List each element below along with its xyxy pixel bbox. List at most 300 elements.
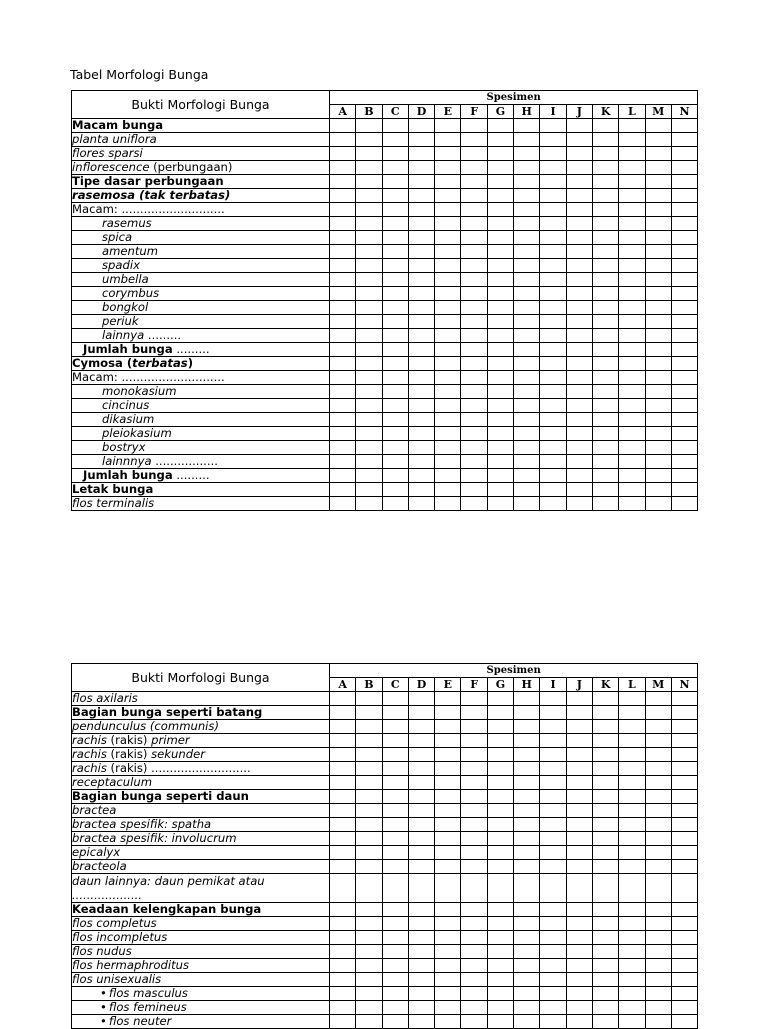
specimen-cell-i[interactable] (540, 287, 566, 301)
specimen-cell-n[interactable] (671, 1001, 697, 1015)
specimen-cell-m[interactable] (645, 287, 671, 301)
specimen-cell-m[interactable] (645, 959, 671, 973)
specimen-cell-k[interactable] (592, 133, 618, 147)
specimen-cell-a[interactable] (330, 175, 356, 189)
specimen-cell-k[interactable] (592, 790, 618, 804)
specimen-cell-n[interactable] (671, 329, 697, 343)
specimen-cell-h[interactable] (514, 720, 540, 734)
specimen-cell-e[interactable] (435, 483, 461, 497)
specimen-cell-e[interactable] (435, 945, 461, 959)
specimen-cell-n[interactable] (671, 776, 697, 790)
specimen-cell-l[interactable] (619, 385, 645, 399)
specimen-cell-l[interactable] (619, 455, 645, 469)
specimen-cell-m[interactable] (645, 1015, 671, 1029)
specimen-cell-j[interactable] (566, 874, 592, 903)
specimen-cell-j[interactable] (566, 455, 592, 469)
specimen-cell-b[interactable] (356, 931, 382, 945)
specimen-cell-a[interactable] (330, 945, 356, 959)
specimen-cell-e[interactable] (435, 273, 461, 287)
specimen-cell-e[interactable] (435, 790, 461, 804)
specimen-cell-m[interactable] (645, 343, 671, 357)
specimen-cell-i[interactable] (540, 917, 566, 931)
specimen-cell-h[interactable] (514, 846, 540, 860)
specimen-cell-c[interactable] (382, 483, 408, 497)
specimen-cell-m[interactable] (645, 119, 671, 133)
specimen-cell-a[interactable] (330, 259, 356, 273)
specimen-cell-b[interactable] (356, 231, 382, 245)
specimen-cell-h[interactable] (514, 931, 540, 945)
specimen-cell-g[interactable] (487, 427, 513, 441)
specimen-cell-f[interactable] (461, 343, 487, 357)
specimen-cell-d[interactable] (408, 497, 434, 511)
specimen-cell-b[interactable] (356, 734, 382, 748)
specimen-cell-c[interactable] (382, 469, 408, 483)
specimen-cell-g[interactable] (487, 818, 513, 832)
specimen-cell-e[interactable] (435, 692, 461, 706)
specimen-cell-a[interactable] (330, 959, 356, 973)
specimen-cell-d[interactable] (408, 189, 434, 203)
specimen-cell-c[interactable] (382, 959, 408, 973)
specimen-cell-e[interactable] (435, 441, 461, 455)
specimen-cell-j[interactable] (566, 497, 592, 511)
specimen-cell-i[interactable] (540, 973, 566, 987)
specimen-cell-k[interactable] (592, 399, 618, 413)
specimen-cell-f[interactable] (461, 1001, 487, 1015)
specimen-cell-f[interactable] (461, 706, 487, 720)
specimen-cell-n[interactable] (671, 804, 697, 818)
specimen-cell-c[interactable] (382, 804, 408, 818)
specimen-cell-n[interactable] (671, 133, 697, 147)
specimen-cell-e[interactable] (435, 804, 461, 818)
specimen-cell-k[interactable] (592, 706, 618, 720)
specimen-cell-a[interactable] (330, 903, 356, 917)
specimen-cell-l[interactable] (619, 776, 645, 790)
specimen-cell-a[interactable] (330, 399, 356, 413)
specimen-cell-k[interactable] (592, 692, 618, 706)
specimen-cell-a[interactable] (330, 790, 356, 804)
specimen-cell-i[interactable] (540, 119, 566, 133)
specimen-cell-l[interactable] (619, 343, 645, 357)
specimen-cell-h[interactable] (514, 427, 540, 441)
specimen-cell-d[interactable] (408, 973, 434, 987)
specimen-cell-i[interactable] (540, 357, 566, 371)
specimen-cell-l[interactable] (619, 720, 645, 734)
specimen-cell-a[interactable] (330, 692, 356, 706)
specimen-cell-g[interactable] (487, 413, 513, 427)
specimen-cell-i[interactable] (540, 427, 566, 441)
specimen-cell-n[interactable] (671, 217, 697, 231)
specimen-cell-g[interactable] (487, 245, 513, 259)
specimen-cell-d[interactable] (408, 832, 434, 846)
specimen-cell-a[interactable] (330, 413, 356, 427)
specimen-cell-h[interactable] (514, 413, 540, 427)
specimen-cell-n[interactable] (671, 832, 697, 846)
specimen-cell-j[interactable] (566, 399, 592, 413)
specimen-cell-f[interactable] (461, 860, 487, 874)
specimen-cell-l[interactable] (619, 175, 645, 189)
specimen-cell-g[interactable] (487, 973, 513, 987)
specimen-cell-h[interactable] (514, 245, 540, 259)
specimen-cell-c[interactable] (382, 706, 408, 720)
specimen-cell-g[interactable] (487, 945, 513, 959)
specimen-cell-d[interactable] (408, 748, 434, 762)
specimen-cell-m[interactable] (645, 189, 671, 203)
specimen-cell-d[interactable] (408, 945, 434, 959)
specimen-cell-d[interactable] (408, 133, 434, 147)
specimen-cell-c[interactable] (382, 133, 408, 147)
specimen-cell-g[interactable] (487, 959, 513, 973)
specimen-cell-g[interactable] (487, 161, 513, 175)
specimen-cell-e[interactable] (435, 706, 461, 720)
specimen-cell-m[interactable] (645, 720, 671, 734)
specimen-cell-f[interactable] (461, 315, 487, 329)
specimen-cell-f[interactable] (461, 734, 487, 748)
specimen-cell-a[interactable] (330, 371, 356, 385)
specimen-cell-g[interactable] (487, 133, 513, 147)
specimen-cell-g[interactable] (487, 931, 513, 945)
specimen-cell-l[interactable] (619, 301, 645, 315)
specimen-cell-e[interactable] (435, 217, 461, 231)
specimen-cell-l[interactable] (619, 231, 645, 245)
specimen-cell-a[interactable] (330, 1015, 356, 1029)
specimen-cell-d[interactable] (408, 329, 434, 343)
specimen-cell-k[interactable] (592, 483, 618, 497)
specimen-cell-d[interactable] (408, 357, 434, 371)
specimen-cell-m[interactable] (645, 1001, 671, 1015)
specimen-cell-a[interactable] (330, 776, 356, 790)
specimen-cell-b[interactable] (356, 987, 382, 1001)
specimen-cell-n[interactable] (671, 245, 697, 259)
specimen-cell-e[interactable] (435, 931, 461, 945)
specimen-cell-e[interactable] (435, 874, 461, 903)
specimen-cell-l[interactable] (619, 329, 645, 343)
specimen-cell-n[interactable] (671, 903, 697, 917)
specimen-cell-k[interactable] (592, 357, 618, 371)
specimen-cell-d[interactable] (408, 203, 434, 217)
specimen-cell-d[interactable] (408, 455, 434, 469)
specimen-cell-h[interactable] (514, 315, 540, 329)
specimen-cell-e[interactable] (435, 203, 461, 217)
specimen-cell-h[interactable] (514, 175, 540, 189)
specimen-cell-g[interactable] (487, 259, 513, 273)
specimen-cell-i[interactable] (540, 161, 566, 175)
specimen-cell-k[interactable] (592, 245, 618, 259)
specimen-cell-f[interactable] (461, 776, 487, 790)
specimen-cell-j[interactable] (566, 385, 592, 399)
specimen-cell-h[interactable] (514, 818, 540, 832)
specimen-cell-j[interactable] (566, 371, 592, 385)
specimen-cell-m[interactable] (645, 692, 671, 706)
specimen-cell-b[interactable] (356, 119, 382, 133)
specimen-cell-k[interactable] (592, 203, 618, 217)
specimen-cell-j[interactable] (566, 469, 592, 483)
specimen-cell-h[interactable] (514, 147, 540, 161)
specimen-cell-n[interactable] (671, 734, 697, 748)
specimen-cell-k[interactable] (592, 987, 618, 1001)
specimen-cell-d[interactable] (408, 776, 434, 790)
specimen-cell-j[interactable] (566, 315, 592, 329)
specimen-cell-m[interactable] (645, 385, 671, 399)
specimen-cell-k[interactable] (592, 776, 618, 790)
specimen-cell-g[interactable] (487, 385, 513, 399)
specimen-cell-i[interactable] (540, 273, 566, 287)
specimen-cell-j[interactable] (566, 427, 592, 441)
specimen-cell-d[interactable] (408, 273, 434, 287)
specimen-cell-d[interactable] (408, 217, 434, 231)
specimen-cell-l[interactable] (619, 161, 645, 175)
specimen-cell-h[interactable] (514, 217, 540, 231)
specimen-cell-c[interactable] (382, 846, 408, 860)
specimen-cell-k[interactable] (592, 343, 618, 357)
specimen-cell-g[interactable] (487, 917, 513, 931)
specimen-cell-h[interactable] (514, 945, 540, 959)
specimen-cell-i[interactable] (540, 804, 566, 818)
specimen-cell-n[interactable] (671, 287, 697, 301)
specimen-cell-i[interactable] (540, 343, 566, 357)
specimen-cell-h[interactable] (514, 762, 540, 776)
specimen-cell-n[interactable] (671, 147, 697, 161)
specimen-cell-g[interactable] (487, 273, 513, 287)
specimen-cell-e[interactable] (435, 818, 461, 832)
specimen-cell-m[interactable] (645, 903, 671, 917)
specimen-cell-b[interactable] (356, 860, 382, 874)
specimen-cell-a[interactable] (330, 483, 356, 497)
specimen-cell-f[interactable] (461, 790, 487, 804)
specimen-cell-n[interactable] (671, 161, 697, 175)
specimen-cell-l[interactable] (619, 259, 645, 273)
specimen-cell-a[interactable] (330, 301, 356, 315)
specimen-cell-d[interactable] (408, 762, 434, 776)
specimen-cell-j[interactable] (566, 161, 592, 175)
specimen-cell-a[interactable] (330, 273, 356, 287)
specimen-cell-b[interactable] (356, 161, 382, 175)
specimen-cell-g[interactable] (487, 804, 513, 818)
specimen-cell-e[interactable] (435, 720, 461, 734)
specimen-cell-j[interactable] (566, 483, 592, 497)
specimen-cell-i[interactable] (540, 931, 566, 945)
specimen-cell-h[interactable] (514, 903, 540, 917)
specimen-cell-b[interactable] (356, 217, 382, 231)
specimen-cell-h[interactable] (514, 189, 540, 203)
specimen-cell-m[interactable] (645, 973, 671, 987)
specimen-cell-m[interactable] (645, 245, 671, 259)
specimen-cell-i[interactable] (540, 399, 566, 413)
specimen-cell-g[interactable] (487, 720, 513, 734)
specimen-cell-h[interactable] (514, 455, 540, 469)
specimen-cell-b[interactable] (356, 259, 382, 273)
specimen-cell-l[interactable] (619, 119, 645, 133)
specimen-cell-a[interactable] (330, 119, 356, 133)
specimen-cell-f[interactable] (461, 161, 487, 175)
specimen-cell-n[interactable] (671, 343, 697, 357)
specimen-cell-h[interactable] (514, 133, 540, 147)
specimen-cell-m[interactable] (645, 273, 671, 287)
specimen-cell-d[interactable] (408, 931, 434, 945)
specimen-cell-i[interactable] (540, 413, 566, 427)
specimen-cell-a[interactable] (330, 315, 356, 329)
specimen-cell-l[interactable] (619, 441, 645, 455)
specimen-cell-l[interactable] (619, 133, 645, 147)
specimen-cell-d[interactable] (408, 706, 434, 720)
specimen-cell-b[interactable] (356, 945, 382, 959)
specimen-cell-m[interactable] (645, 874, 671, 903)
specimen-cell-e[interactable] (435, 846, 461, 860)
specimen-cell-c[interactable] (382, 973, 408, 987)
specimen-cell-d[interactable] (408, 147, 434, 161)
specimen-cell-l[interactable] (619, 762, 645, 776)
specimen-cell-i[interactable] (540, 147, 566, 161)
specimen-cell-j[interactable] (566, 343, 592, 357)
specimen-cell-g[interactable] (487, 329, 513, 343)
specimen-cell-d[interactable] (408, 175, 434, 189)
specimen-cell-e[interactable] (435, 161, 461, 175)
specimen-cell-e[interactable] (435, 455, 461, 469)
specimen-cell-n[interactable] (671, 427, 697, 441)
specimen-cell-i[interactable] (540, 371, 566, 385)
specimen-cell-g[interactable] (487, 748, 513, 762)
specimen-cell-j[interactable] (566, 959, 592, 973)
specimen-cell-l[interactable] (619, 692, 645, 706)
specimen-cell-n[interactable] (671, 762, 697, 776)
specimen-cell-g[interactable] (487, 790, 513, 804)
specimen-cell-b[interactable] (356, 399, 382, 413)
specimen-cell-m[interactable] (645, 846, 671, 860)
specimen-cell-l[interactable] (619, 371, 645, 385)
specimen-cell-h[interactable] (514, 734, 540, 748)
specimen-cell-k[interactable] (592, 175, 618, 189)
specimen-cell-j[interactable] (566, 231, 592, 245)
specimen-cell-c[interactable] (382, 1015, 408, 1029)
specimen-cell-h[interactable] (514, 231, 540, 245)
specimen-cell-f[interactable] (461, 945, 487, 959)
specimen-cell-b[interactable] (356, 147, 382, 161)
specimen-cell-n[interactable] (671, 973, 697, 987)
specimen-cell-k[interactable] (592, 301, 618, 315)
specimen-cell-n[interactable] (671, 748, 697, 762)
specimen-cell-n[interactable] (671, 846, 697, 860)
specimen-cell-j[interactable] (566, 903, 592, 917)
specimen-cell-a[interactable] (330, 706, 356, 720)
specimen-cell-j[interactable] (566, 1001, 592, 1015)
specimen-cell-f[interactable] (461, 959, 487, 973)
specimen-cell-e[interactable] (435, 959, 461, 973)
specimen-cell-i[interactable] (540, 259, 566, 273)
specimen-cell-f[interactable] (461, 119, 487, 133)
specimen-cell-b[interactable] (356, 371, 382, 385)
specimen-cell-h[interactable] (514, 776, 540, 790)
specimen-cell-b[interactable] (356, 427, 382, 441)
specimen-cell-a[interactable] (330, 734, 356, 748)
specimen-cell-f[interactable] (461, 273, 487, 287)
specimen-cell-e[interactable] (435, 245, 461, 259)
specimen-cell-j[interactable] (566, 147, 592, 161)
specimen-cell-f[interactable] (461, 455, 487, 469)
specimen-cell-j[interactable] (566, 245, 592, 259)
specimen-cell-j[interactable] (566, 273, 592, 287)
specimen-cell-a[interactable] (330, 748, 356, 762)
specimen-cell-m[interactable] (645, 357, 671, 371)
specimen-cell-h[interactable] (514, 357, 540, 371)
specimen-cell-n[interactable] (671, 259, 697, 273)
specimen-cell-f[interactable] (461, 1015, 487, 1029)
specimen-cell-e[interactable] (435, 413, 461, 427)
specimen-cell-k[interactable] (592, 720, 618, 734)
specimen-cell-j[interactable] (566, 987, 592, 1001)
specimen-cell-k[interactable] (592, 455, 618, 469)
specimen-cell-k[interactable] (592, 748, 618, 762)
specimen-cell-l[interactable] (619, 357, 645, 371)
specimen-cell-l[interactable] (619, 874, 645, 903)
specimen-cell-e[interactable] (435, 147, 461, 161)
specimen-cell-h[interactable] (514, 790, 540, 804)
specimen-cell-d[interactable] (408, 874, 434, 903)
specimen-cell-n[interactable] (671, 818, 697, 832)
specimen-cell-b[interactable] (356, 357, 382, 371)
specimen-cell-a[interactable] (330, 720, 356, 734)
specimen-cell-a[interactable] (330, 343, 356, 357)
specimen-cell-b[interactable] (356, 874, 382, 903)
specimen-cell-f[interactable] (461, 874, 487, 903)
specimen-cell-e[interactable] (435, 469, 461, 483)
specimen-cell-c[interactable] (382, 203, 408, 217)
specimen-cell-k[interactable] (592, 427, 618, 441)
specimen-cell-l[interactable] (619, 931, 645, 945)
specimen-cell-i[interactable] (540, 776, 566, 790)
specimen-cell-j[interactable] (566, 133, 592, 147)
specimen-cell-h[interactable] (514, 371, 540, 385)
specimen-cell-m[interactable] (645, 413, 671, 427)
specimen-cell-i[interactable] (540, 860, 566, 874)
specimen-cell-n[interactable] (671, 469, 697, 483)
specimen-cell-b[interactable] (356, 903, 382, 917)
specimen-cell-e[interactable] (435, 399, 461, 413)
specimen-cell-c[interactable] (382, 762, 408, 776)
specimen-cell-c[interactable] (382, 917, 408, 931)
specimen-cell-j[interactable] (566, 301, 592, 315)
specimen-cell-m[interactable] (645, 734, 671, 748)
specimen-cell-i[interactable] (540, 385, 566, 399)
specimen-cell-b[interactable] (356, 804, 382, 818)
specimen-cell-d[interactable] (408, 259, 434, 273)
specimen-cell-h[interactable] (514, 1015, 540, 1029)
specimen-cell-c[interactable] (382, 832, 408, 846)
specimen-cell-f[interactable] (461, 147, 487, 161)
specimen-cell-k[interactable] (592, 161, 618, 175)
specimen-cell-d[interactable] (408, 790, 434, 804)
specimen-cell-n[interactable] (671, 1015, 697, 1029)
specimen-cell-m[interactable] (645, 748, 671, 762)
specimen-cell-m[interactable] (645, 371, 671, 385)
specimen-cell-m[interactable] (645, 917, 671, 931)
specimen-cell-g[interactable] (487, 175, 513, 189)
specimen-cell-d[interactable] (408, 903, 434, 917)
specimen-cell-g[interactable] (487, 119, 513, 133)
specimen-cell-m[interactable] (645, 931, 671, 945)
specimen-cell-b[interactable] (356, 175, 382, 189)
specimen-cell-e[interactable] (435, 385, 461, 399)
specimen-cell-b[interactable] (356, 973, 382, 987)
specimen-cell-g[interactable] (487, 147, 513, 161)
specimen-cell-j[interactable] (566, 175, 592, 189)
specimen-cell-a[interactable] (330, 804, 356, 818)
specimen-cell-l[interactable] (619, 203, 645, 217)
specimen-cell-e[interactable] (435, 315, 461, 329)
specimen-cell-c[interactable] (382, 987, 408, 1001)
specimen-cell-c[interactable] (382, 217, 408, 231)
specimen-cell-b[interactable] (356, 315, 382, 329)
specimen-cell-h[interactable] (514, 441, 540, 455)
specimen-cell-m[interactable] (645, 497, 671, 511)
